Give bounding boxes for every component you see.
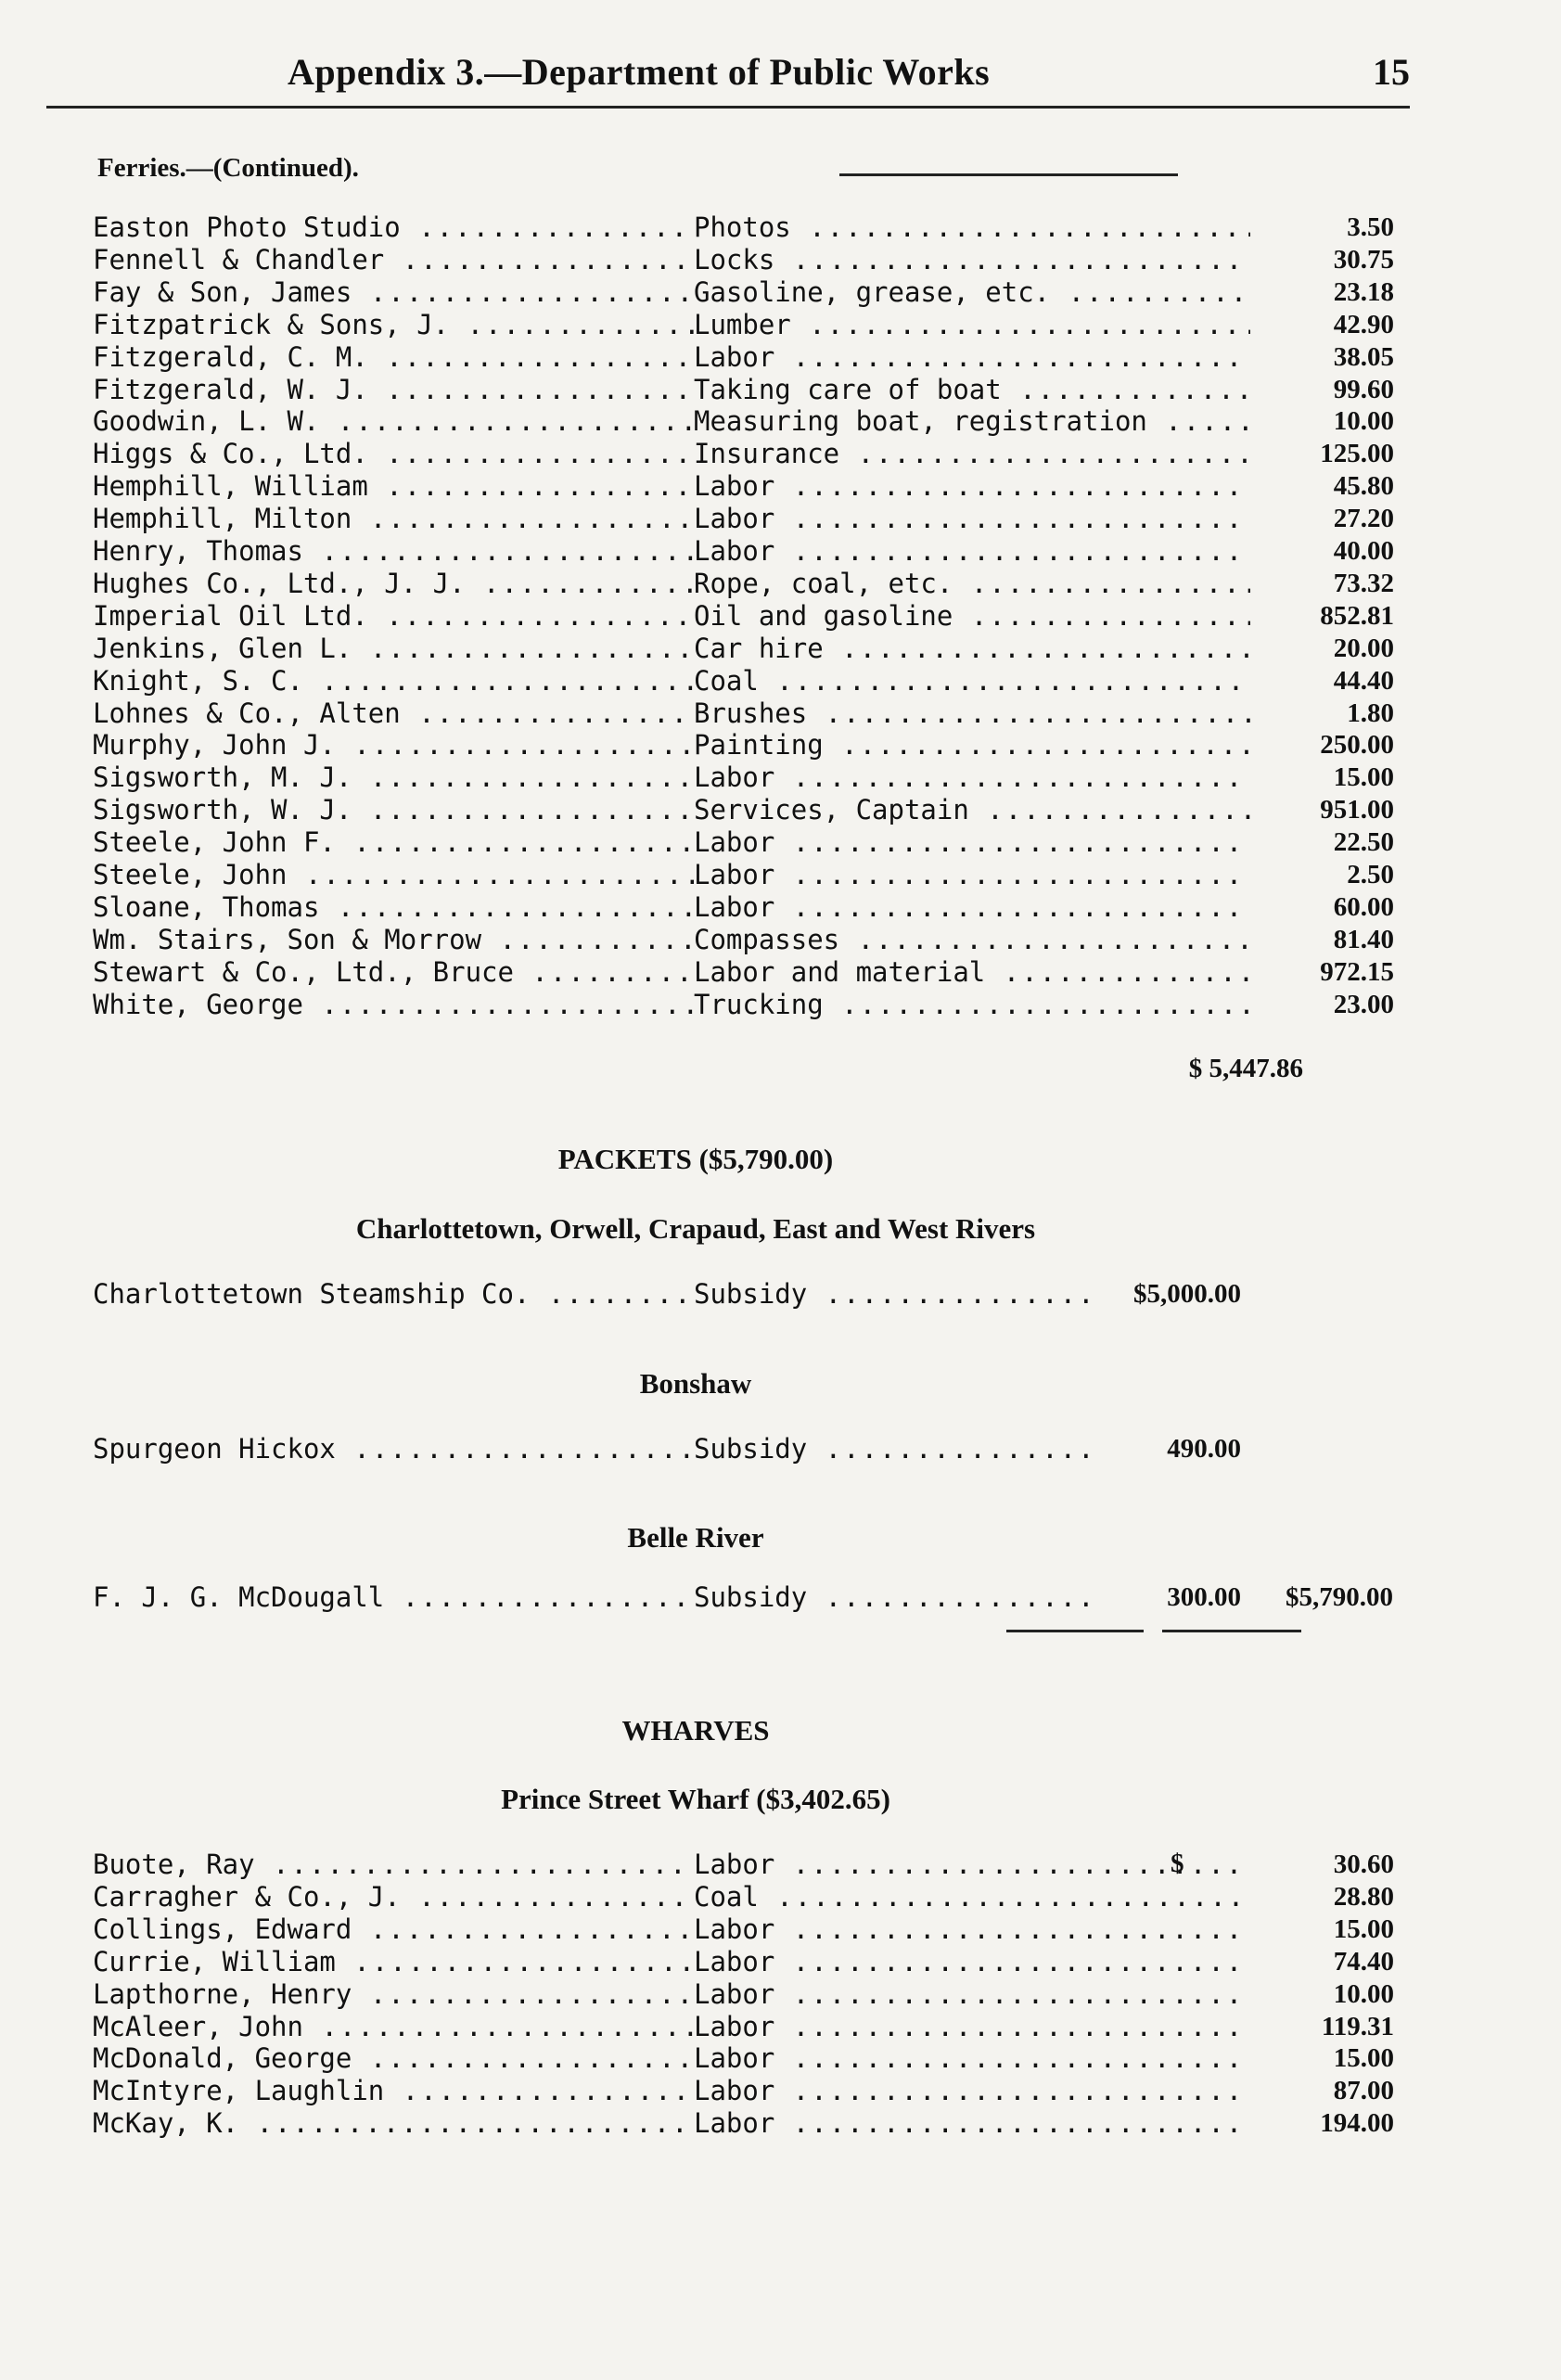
item: Trucking ..... (694, 989, 1250, 1021)
payee: McKay, K. ..... (93, 2107, 694, 2140)
amount: 23.18 (1250, 276, 1394, 309)
payee: Carragher & Co., J. ..... (93, 1881, 694, 1913)
payee: Jenkins, Glen L. ..... (93, 633, 694, 665)
packets-row-1 (93, 1433, 1299, 1465)
item: Subsidy ..... (694, 1433, 1094, 1465)
table-row (93, 211, 1394, 244)
table-row (93, 890, 1394, 924)
payee: Charlottetown Steamship Co. ..... (93, 1278, 694, 1311)
item: Labor ..... (694, 1849, 1250, 1881)
ferries-continued-label: Ferries.—(Continued). (97, 153, 359, 183)
amount: 28.80 (1250, 1881, 1394, 1913)
table-row (93, 697, 1394, 730)
table-row (93, 308, 1394, 341)
item: Labor ..... (694, 2042, 1250, 2075)
amount: 15.00 (1250, 1913, 1394, 1946)
item: Labor ..... (694, 2075, 1250, 2107)
table-row (93, 1849, 1394, 1881)
payee: Higgs & Co., Ltd. ..... (93, 438, 694, 470)
payee: Lohnes & Co., Alten ..... (93, 697, 694, 730)
payee: Fitzgerald, W. J. ..... (93, 374, 694, 406)
table-row (93, 2010, 1394, 2043)
item: Labor ..... (694, 2107, 1250, 2140)
payee: Currie, William ..... (93, 1946, 694, 1978)
amount: 40.00 (1250, 535, 1394, 568)
table-row (93, 1880, 1394, 1913)
payee: F. J. G. McDougall ..... (93, 1581, 694, 1614)
page-header (46, 45, 1410, 100)
amount: 1.80 (1250, 697, 1394, 730)
amount: 23.00 (1250, 989, 1394, 1021)
payee: Buote, Ray ..... (93, 1849, 694, 1881)
ferries-total: $ 5,447.86 (1188, 1054, 1303, 1083)
payee: McAleer, John ..... (93, 2011, 694, 2043)
amount: 27.20 (1250, 503, 1394, 535)
payee: Henry, Thomas ..... (93, 535, 694, 568)
payee: Knight, S. C. ..... (93, 665, 694, 697)
item: Labor ..... (694, 859, 1250, 891)
table-row (93, 955, 1394, 989)
currency-mark: $ (1171, 1849, 1184, 1878)
packets-row-0 (93, 1278, 1299, 1311)
table-row (93, 988, 1394, 1021)
amount: 30.60 (1250, 1849, 1394, 1881)
table-row (93, 632, 1394, 665)
table-row (93, 373, 1394, 406)
amount: 45.80 (1250, 470, 1394, 503)
item: Car hire ..... (694, 633, 1250, 665)
table-row (93, 438, 1394, 470)
table-row (93, 405, 1394, 438)
item: Insurance ..... (694, 438, 1250, 470)
wharves-title: WHARVES (621, 1714, 770, 1747)
payee: Hemphill, William ..... (93, 470, 694, 503)
table-row (93, 1913, 1394, 1946)
amount: 2.50 (1250, 859, 1394, 891)
payee: Hughes Co., Ltd., J. J. ..... (93, 568, 694, 600)
table-row (93, 340, 1394, 374)
table-row (93, 275, 1394, 309)
table-row (93, 859, 1394, 891)
item: Painting ..... (694, 729, 1250, 761)
amount: 22.50 (1250, 826, 1394, 859)
item: Rope, coal, etc. ..... (694, 568, 1250, 600)
table-row (93, 664, 1394, 697)
payee: Sloane, Thomas ..... (93, 891, 694, 924)
table-row (93, 567, 1394, 600)
amount: 42.90 (1250, 309, 1394, 341)
payee: Sigsworth, M. J. ..... (93, 761, 694, 794)
table-row (93, 599, 1394, 633)
packets-rule-1 (1006, 1630, 1144, 1632)
ferries-top-rule (839, 173, 1178, 176)
amount: 99.60 (1250, 374, 1394, 406)
packets-group-title-1: Bonshaw (639, 1367, 752, 1400)
item: Labor ..... (694, 891, 1250, 924)
amount: 60.00 (1250, 891, 1394, 924)
amount: 81.40 (1250, 924, 1394, 956)
table-row (93, 923, 1394, 956)
payee: White, George ..... (93, 989, 694, 1021)
table-row (93, 535, 1394, 568)
payee: Easton Photo Studio ..... (93, 211, 694, 244)
item: Services, Captain ..... (694, 794, 1250, 826)
item: Lumber ..... (694, 309, 1250, 341)
packets-row-2 (93, 1581, 1393, 1614)
payee: Spurgeon Hickox ..... (93, 1433, 694, 1465)
payee: Hemphill, Milton ..... (93, 503, 694, 535)
item: Labor ..... (694, 535, 1250, 568)
amount: 300.00 (1167, 1582, 1241, 1612)
page-number: 15 (1373, 51, 1410, 93)
packets-total: $5,790.00 (1286, 1582, 1393, 1612)
packets-rule-2 (1162, 1630, 1301, 1632)
table-row (93, 470, 1394, 503)
payee: Lapthorne, Henry ..... (93, 1978, 694, 2011)
item: Gasoline, grease, etc. ..... (694, 276, 1250, 309)
amount: 44.40 (1250, 665, 1394, 697)
table-row (93, 503, 1394, 535)
item: Photos ..... (694, 211, 1250, 244)
item: Labor ..... (694, 2011, 1250, 2043)
item: Measuring boat, registration ..... (694, 405, 1250, 438)
item: Labor ..... (694, 503, 1250, 535)
payee: Imperial Oil Ltd. ..... (93, 600, 694, 633)
amount: 74.40 (1250, 1946, 1394, 1978)
payee: Fennell & Chandler ..... (93, 244, 694, 276)
payee: Collings, Edward ..... (93, 1913, 694, 1946)
item: Labor ..... (694, 826, 1250, 859)
amount: 3.50 (1250, 211, 1394, 244)
page-title: Appendix 3.—Department of Public Works (288, 51, 991, 93)
amount: 951.00 (1250, 794, 1394, 826)
table-row (93, 1977, 1394, 2011)
table-row (93, 243, 1394, 276)
item: Brushes ..... (694, 697, 1250, 730)
item: Labor and material ..... (694, 956, 1250, 989)
payee: Fay & Son, James ..... (93, 276, 694, 309)
payee: Sigsworth, W. J. ..... (93, 794, 694, 826)
table-row (93, 761, 1394, 794)
item: Oil and gasoline ..... (694, 600, 1250, 633)
table-row (93, 1945, 1394, 1978)
payee: Murphy, John J. ..... (93, 729, 694, 761)
table-row (93, 826, 1394, 859)
packets-group-title-0: Charlottetown, Orwell, Crapaud, East and West Rivers (355, 1212, 1036, 1245)
amount: 10.00 (1250, 1978, 1394, 2011)
table-row (93, 729, 1394, 761)
amount: 490.00 (1167, 1434, 1241, 1464)
amount: 87.00 (1250, 2075, 1394, 2107)
payee: Steele, John F. ..... (93, 826, 694, 859)
item: Locks ..... (694, 244, 1250, 276)
amount: 119.31 (1250, 2011, 1394, 2043)
amount: 15.00 (1250, 761, 1394, 794)
payee: Goodwin, L. W. ..... (93, 405, 694, 438)
payee: Fitzpatrick & Sons, J. ..... (93, 309, 694, 341)
amount: 20.00 (1250, 633, 1394, 665)
table-row (93, 2075, 1394, 2107)
payee: McIntyre, Laughlin ..... (93, 2075, 694, 2107)
amount: 10.00 (1250, 405, 1394, 438)
item: Taking care of boat ..... (694, 374, 1250, 406)
packets-group-title-2: Belle River (627, 1521, 764, 1554)
wharf-subtitle: Prince Street Wharf ($3,402.65) (501, 1783, 890, 1815)
item: Subsidy ..... (694, 1278, 1094, 1311)
table-row (93, 794, 1394, 826)
header-rule (46, 106, 1410, 109)
amount: 73.32 (1250, 568, 1394, 600)
item: Labor ..... (694, 470, 1250, 503)
amount: 38.05 (1250, 341, 1394, 374)
amount: 15.00 (1250, 2042, 1394, 2075)
payee: Stewart & Co., Ltd., Bruce ..... (93, 956, 694, 989)
payee: Fitzgerald, C. M. ..... (93, 341, 694, 374)
item: Labor ..... (694, 1913, 1250, 1946)
payee: McDonald, George ..... (93, 2042, 694, 2075)
payee: Wm. Stairs, Son & Morrow ..... (93, 924, 694, 956)
item: Compasses ..... (694, 924, 1250, 956)
item: Labor ..... (694, 761, 1250, 794)
item: Coal ..... (694, 1881, 1250, 1913)
item: Labor ..... (694, 341, 1250, 374)
item: Labor ..... (694, 1946, 1250, 1978)
amount: 125.00 (1250, 438, 1394, 470)
amount: 250.00 (1250, 729, 1394, 761)
amount: $5,000.00 (1133, 1279, 1241, 1309)
payee: Steele, John ..... (93, 859, 694, 891)
amount: 972.15 (1250, 956, 1394, 989)
packets-title: PACKETS ($5,790.00) (557, 1143, 834, 1175)
table-row (93, 2107, 1394, 2140)
table-row (93, 2042, 1394, 2075)
item: Coal ..... (694, 665, 1250, 697)
amount: 30.75 (1250, 244, 1394, 276)
amount: 852.81 (1250, 600, 1394, 633)
item: Labor ..... (694, 1978, 1250, 2011)
item: Subsidy ..... (694, 1581, 1094, 1614)
amount: 194.00 (1250, 2107, 1394, 2140)
